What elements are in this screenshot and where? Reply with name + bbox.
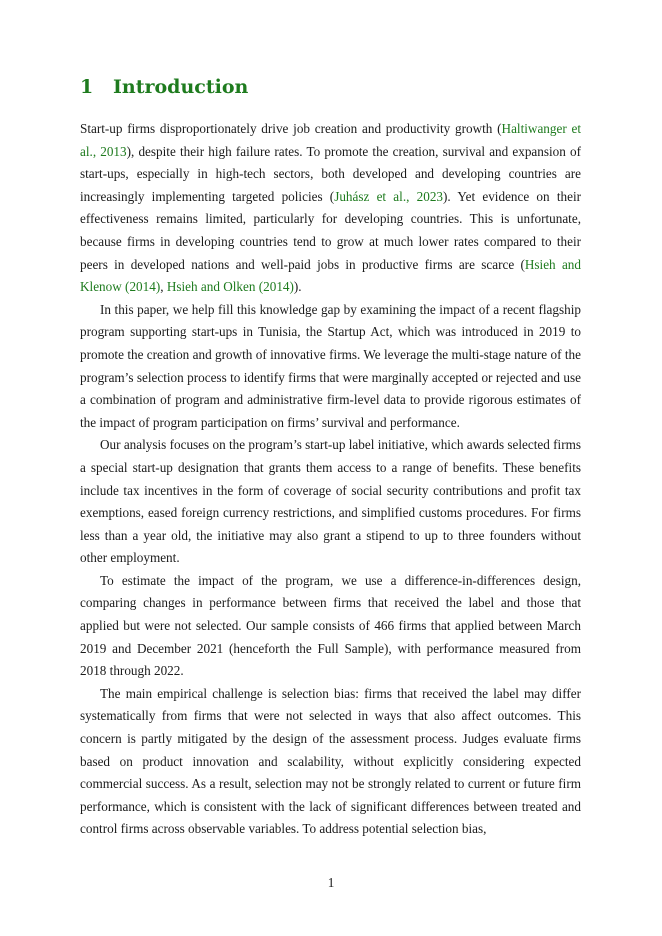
- paragraph-3: Our analysis focuses on the program’s start-up label initiative, which awards selected firms a special start-up designation that grants them access to a range of benefits. These benefits include tax incentives in the form of coverage of social security contributions and profit tax exemptions, eased foreign currency restrictions, and simplified customs procedures. For firms less than a year old, the initiative may also grant a stipend to up to three founders without other employment.: [80, 437, 581, 566]
- paragraph-2: In this paper, we help fill this knowledge gap by examining the impact of a recent flagship program supporting start-ups in Tunisia, the Startup Act, which was introduced in 2019 to promote the creation and growth of innovative firms. We leverage the multi-stage nature of the program’s selection process to identify firms that were marginally accepted or rejected and use a combination of program and administrative firm-level data to provide rigorous estimates of the impact of program participation on firms’ survival and performance.: [80, 301, 581, 430]
- paragraph-text: ). Yet evidence on their effectiveness remains limited, particularly for developing countries. This is unfortunate, because firms in developing countries tend to grow at much lower rates compared to their peers in developed nations and well-paid jobs in productive firms are scarce (: [80, 188, 581, 272]
- page-number: 1: [327, 875, 335, 890]
- paragraph-1: [80, 118, 581, 299]
- paragraph-text: Start-up firms disproportionately drive job creation and productivity growth (: [80, 121, 502, 136]
- citation-link[interactable]: Hsieh and Klenow (2014): [80, 256, 581, 295]
- section-title: Introduction: [113, 76, 249, 98]
- page-body: [80, 72, 581, 841]
- citation-link[interactable]: Haltiwanger et al., 2013: [80, 121, 582, 159]
- paragraph-text: ).: [293, 279, 302, 295]
- paragraph-5: The main empirical challenge is selection bias: firms that received the label may differ systematically from firms that were not selected in ways that also affect outcomes. This concern is partly mitigated by the design of the assessment process. Judges evaluate firms based on product innovation and scalability, without explicitly considering expected commercial success. As a result, selection may not be strongly related to current or future firm performance, which is consistent with the lack of significant differences between treated and control firms across observable variables. To address potential selection bias,: [80, 685, 581, 837]
- section-heading: [80, 72, 581, 102]
- citation-link[interactable]: Juhász et al., 2023: [334, 188, 444, 204]
- paragraph-text: ,: [160, 279, 167, 295]
- section-number: 1: [80, 76, 94, 98]
- citation-link[interactable]: Hsieh and Olken (2014): [166, 279, 294, 295]
- paragraph-text: ), despite their high failure rates. To promote the creation, survival and expansion of start-ups, especially in high-tech sectors, both developed and developing countries are increasingly implementing targeted policies (: [80, 143, 581, 204]
- paragraph-4: To estimate the impact of the program, we use a difference-in-differences design, comparing changes in performance between firms that received the label and those that applied but were not selected. Our sample consists of 466 firms that applied between March 2019 and December 2021 (henceforth the Full Sample), with performance measured from 2018 through 2022.: [80, 572, 581, 679]
